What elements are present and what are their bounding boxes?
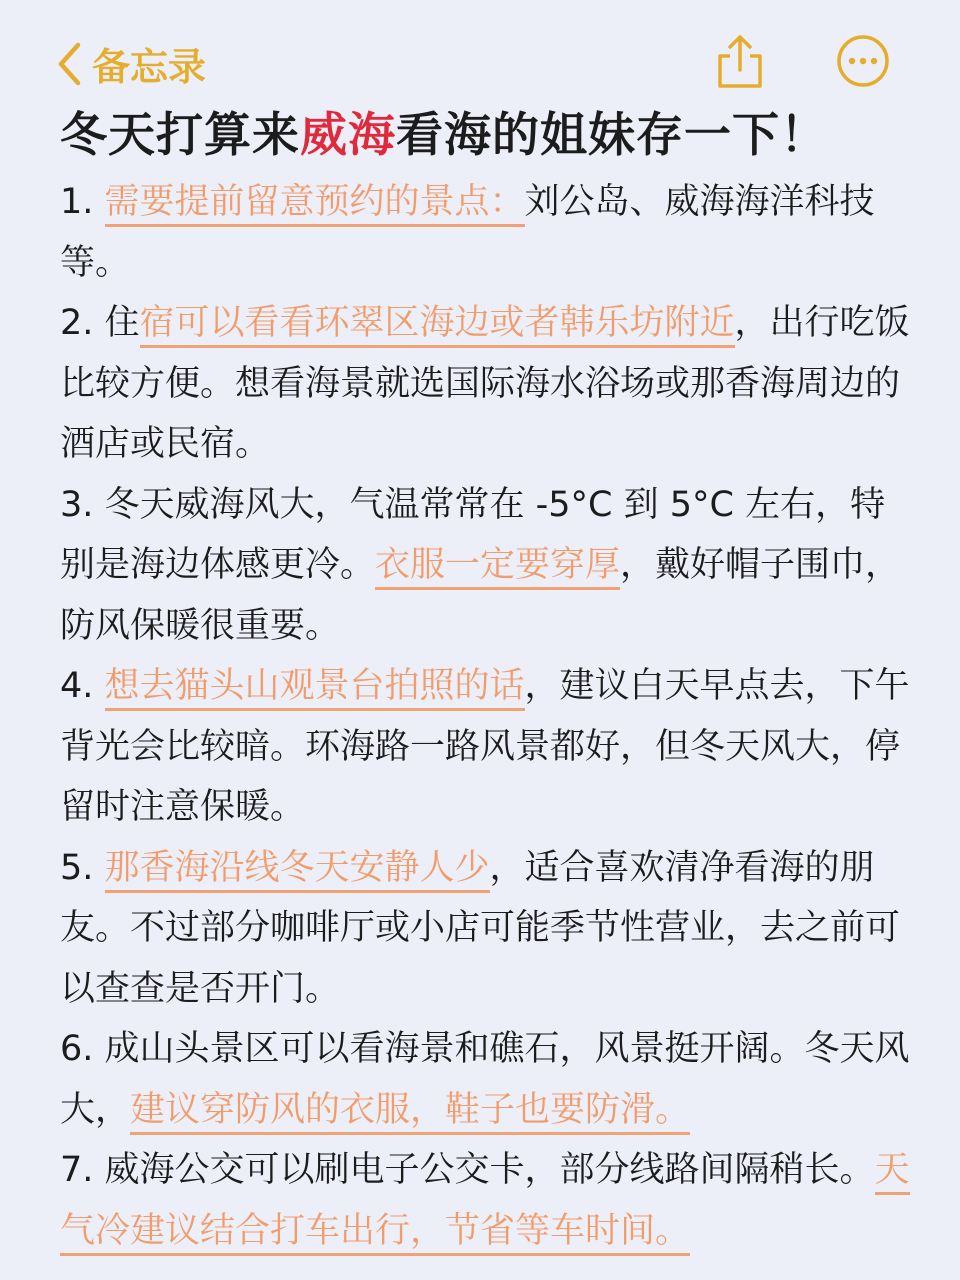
item-text: 刘公岛、威海海洋科技等。 <box>60 182 875 283</box>
more-icon <box>836 34 890 88</box>
item-text: 3. 冬天威海风大，气温常常在 -5°C 到 5°C 左右，特别是海边体感更冷。 <box>60 484 886 585</box>
note-item-6 <box>60 1019 920 1140</box>
item-text: ，戴好帽子围巾，防风保暖很重要。 <box>60 545 901 646</box>
title-text-before: 冬天打算来 <box>60 108 300 163</box>
item-text: 4. <box>60 666 105 706</box>
title-text-accent: 威海 <box>300 108 396 163</box>
item-highlight: 建议穿防风的衣服，鞋子也要防滑。 <box>130 1090 690 1135</box>
note-item-4 <box>60 656 920 838</box>
item-text: 1. <box>60 182 105 222</box>
item-text: ，适合喜欢清净看海的朋友。不过部分咖啡厅或小店可能季节性营业，去之前可以查查是否开门。 <box>60 847 901 1009</box>
navigation-bar <box>56 30 890 94</box>
note-item-1 <box>60 172 920 293</box>
share-button[interactable] <box>712 32 768 90</box>
title-text-after: 看海的姐妹存一下！ <box>396 108 828 163</box>
item-highlight: 那香海沿线冬天安静人少 <box>105 848 490 893</box>
note-item-2 <box>60 293 920 475</box>
item-text: 6. 成山头景区可以看海景和礁石，风景挺开阔。冬天风大， <box>60 1029 910 1130</box>
item-text: ，出行吃饭比较方便。想看海景就选国际海水浴场或那香海周边的酒店或民宿。 <box>60 303 910 464</box>
item-highlight: 宿可以看看环翠区海边或者韩乐坊附近 <box>140 303 735 348</box>
item-highlight: 衣服一定要穿厚 <box>375 545 620 590</box>
item-highlight: 天气冷建议结合打车出行，节省等车时间。 <box>60 1150 910 1256</box>
back-label: 备忘录 <box>92 45 207 89</box>
item-text: 7. 威海公交可以刷电子公交卡，部分线路间隔稍长。 <box>60 1150 875 1190</box>
note-item-5 <box>60 838 920 1020</box>
item-highlight: 想去猫头山观景台拍照的话 <box>105 666 525 711</box>
item-highlight: 需要提前留意预约的景点： <box>105 182 525 227</box>
note-item-3 <box>60 475 920 657</box>
note-body[interactable] <box>60 172 920 1261</box>
note-item-7 <box>60 1140 920 1261</box>
share-icon <box>712 32 768 90</box>
item-text: ，建议白天早点去，下午背光会比较暗。环海路一路风景都好，但冬天风大，停留时注意保暖。 <box>60 666 910 827</box>
more-button[interactable] <box>836 34 890 88</box>
note-title <box>60 106 828 166</box>
item-text: 5. <box>60 847 105 888</box>
item-text: 2. 住 <box>60 303 140 343</box>
chevron-left-icon <box>56 41 82 87</box>
back-button[interactable] <box>56 36 206 91</box>
